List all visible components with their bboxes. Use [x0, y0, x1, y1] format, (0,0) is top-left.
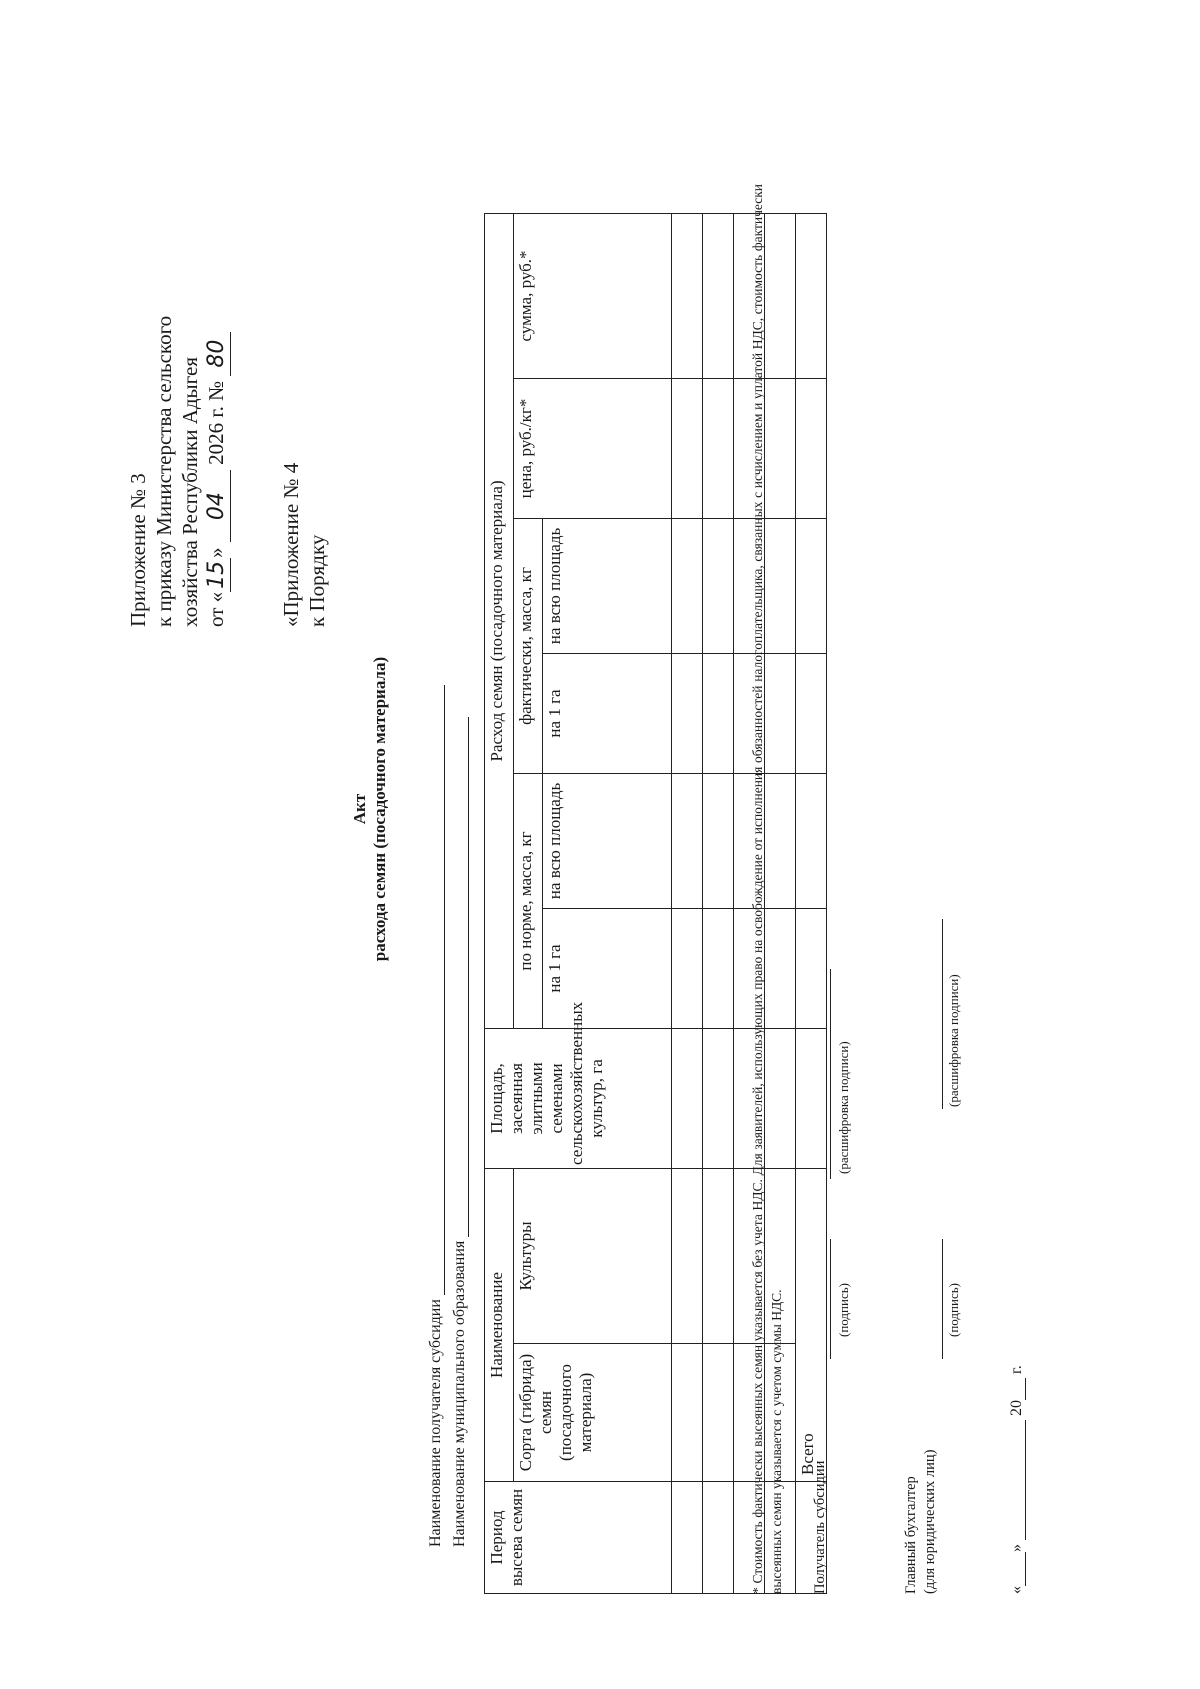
table-cell[interactable]	[796, 908, 827, 1028]
accountant-signature-caption: (подпись)	[946, 1283, 961, 1337]
col-actual-group: фактически, масса, кг	[514, 518, 543, 773]
col-actual-total-area: на всю площадь	[543, 518, 672, 653]
date-month-blank[interactable]	[1011, 1420, 1026, 1540]
table-cell[interactable]	[672, 213, 703, 378]
table-cell[interactable]	[796, 518, 827, 653]
order-day: 15	[204, 558, 231, 592]
date-year-blank[interactable]	[1011, 1378, 1026, 1400]
date-year-prefix: 20	[1008, 1400, 1025, 1416]
table-cell[interactable]	[703, 518, 734, 653]
order-number: 80	[204, 332, 231, 376]
col-norm-group: по норме, масса, кг	[514, 773, 543, 1028]
accountant-signature-line[interactable]	[942, 1239, 943, 1359]
appendix-number: Приложение № 3	[126, 473, 150, 627]
recipient-signature-line[interactable]	[830, 1239, 831, 1359]
procedure-appendix	[278, 463, 330, 627]
table-cell[interactable]	[672, 1482, 703, 1594]
col-consumption-group: Расход семян (посадочного материала)	[485, 213, 514, 1028]
table-cell[interactable]	[703, 213, 734, 378]
table-cell[interactable]	[672, 1028, 703, 1168]
date-mid: »	[204, 547, 228, 558]
table-cell[interactable]	[703, 653, 734, 773]
table-cell[interactable]	[796, 653, 827, 773]
act-title-line2: расхода семян (посадочного материала)	[370, 656, 389, 962]
municipality-name-label: Наименование муниципального образования	[451, 1240, 468, 1547]
ministry-line: хозяйства Республики Адыгея	[178, 357, 202, 627]
accountant-decode-line[interactable]	[942, 919, 943, 1109]
vat-footnote: * Стоимость фактически высеянных семян указывается без учета НДС. Для заявителей, использующих право на освобождение от исполнения обязанностей налогоплательщика, связанных с исчислением и уплатой НДС, стоимость фактически высеянных семян указывается с учетом суммы НДС.	[750, 184, 784, 1594]
accountant-decode-caption: (расшифровка подписи)	[946, 974, 961, 1107]
table-cell[interactable]	[796, 378, 827, 518]
procedure-appendix-number: «Приложение № 4	[279, 462, 303, 627]
col-price: цена, руб./кг*	[514, 378, 672, 518]
table-cell[interactable]	[672, 1344, 703, 1482]
date-open-quote: «	[1008, 1586, 1025, 1594]
table-cell[interactable]	[672, 1168, 703, 1343]
date-close-quote: »	[1008, 1544, 1025, 1552]
table-cell[interactable]	[672, 378, 703, 518]
act-title	[350, 209, 390, 1409]
table-cell[interactable]	[703, 773, 734, 908]
date-prefix: от «	[204, 591, 228, 627]
col-norm-total-area: на всю площадь	[543, 773, 672, 908]
table-cell[interactable]	[796, 213, 827, 378]
date-year-suffix: г.	[1008, 1365, 1025, 1374]
date-line	[1008, 1365, 1026, 1594]
table-row	[703, 213, 734, 1593]
table-cell[interactable]	[796, 773, 827, 908]
col-crop: Культуры	[514, 1168, 672, 1343]
order-year: 2026 г. №	[204, 380, 228, 465]
act-title-line1: Акт	[350, 793, 369, 825]
appendix-header	[125, 316, 231, 627]
date-day-blank[interactable]	[1011, 1552, 1026, 1586]
recipient-signature-label: Получатель субсидии	[812, 1460, 828, 1594]
table-header-row-2	[514, 213, 543, 1593]
recipient-decode-caption: (расшифровка подписи)	[836, 1041, 851, 1174]
order-date-line	[203, 316, 231, 627]
table-total-row	[796, 213, 827, 1593]
table-row	[672, 213, 703, 1593]
accountant-label: Главный бухгалтер	[903, 1476, 919, 1594]
table-cell[interactable]	[672, 908, 703, 1028]
procedure-ref: к Порядку	[305, 534, 329, 627]
recipient-decode-line[interactable]	[830, 969, 831, 1179]
table-header-row-1	[485, 213, 514, 1593]
recipient-signature-caption: (подпись)	[836, 1283, 851, 1337]
table-cell[interactable]	[703, 378, 734, 518]
col-sum: сумма, руб.*	[514, 213, 672, 378]
recipient-name-label: Наименование получателя субсидии	[427, 1299, 444, 1547]
table-cell[interactable]	[672, 773, 703, 908]
col-area: Площадь, засеянная элитными семенами сельскохозяйственных культур, га	[485, 1028, 672, 1168]
table-cell[interactable]	[703, 1028, 734, 1168]
municipality-name-field	[451, 717, 469, 1547]
table-cell[interactable]	[672, 518, 703, 653]
total-label: Всего	[796, 1168, 827, 1481]
municipality-name-line[interactable]	[454, 717, 469, 1237]
table-cell[interactable]	[672, 653, 703, 773]
table-cell[interactable]	[703, 1168, 734, 1343]
col-period: Период высева семян	[485, 1482, 672, 1594]
col-name-group: Наименование	[485, 1168, 514, 1481]
recipient-name-line[interactable]	[430, 685, 445, 1295]
accountant-note: (для юридических лиц)	[922, 1449, 938, 1594]
recipient-name-field	[427, 685, 445, 1547]
order-month: 04	[204, 470, 231, 542]
table-cell[interactable]	[703, 908, 734, 1028]
table-cell[interactable]	[703, 1344, 734, 1482]
col-norm-per-ha: на 1 га	[543, 908, 672, 1028]
col-variety: Сорта (гибрида) семян (посадочного материала)	[514, 1344, 672, 1482]
table-cell[interactable]	[796, 1028, 827, 1168]
col-actual-per-ha: на 1 га	[543, 653, 672, 773]
order-line: к приказу Министерства сельского	[152, 315, 176, 627]
table-cell[interactable]	[703, 1482, 734, 1594]
